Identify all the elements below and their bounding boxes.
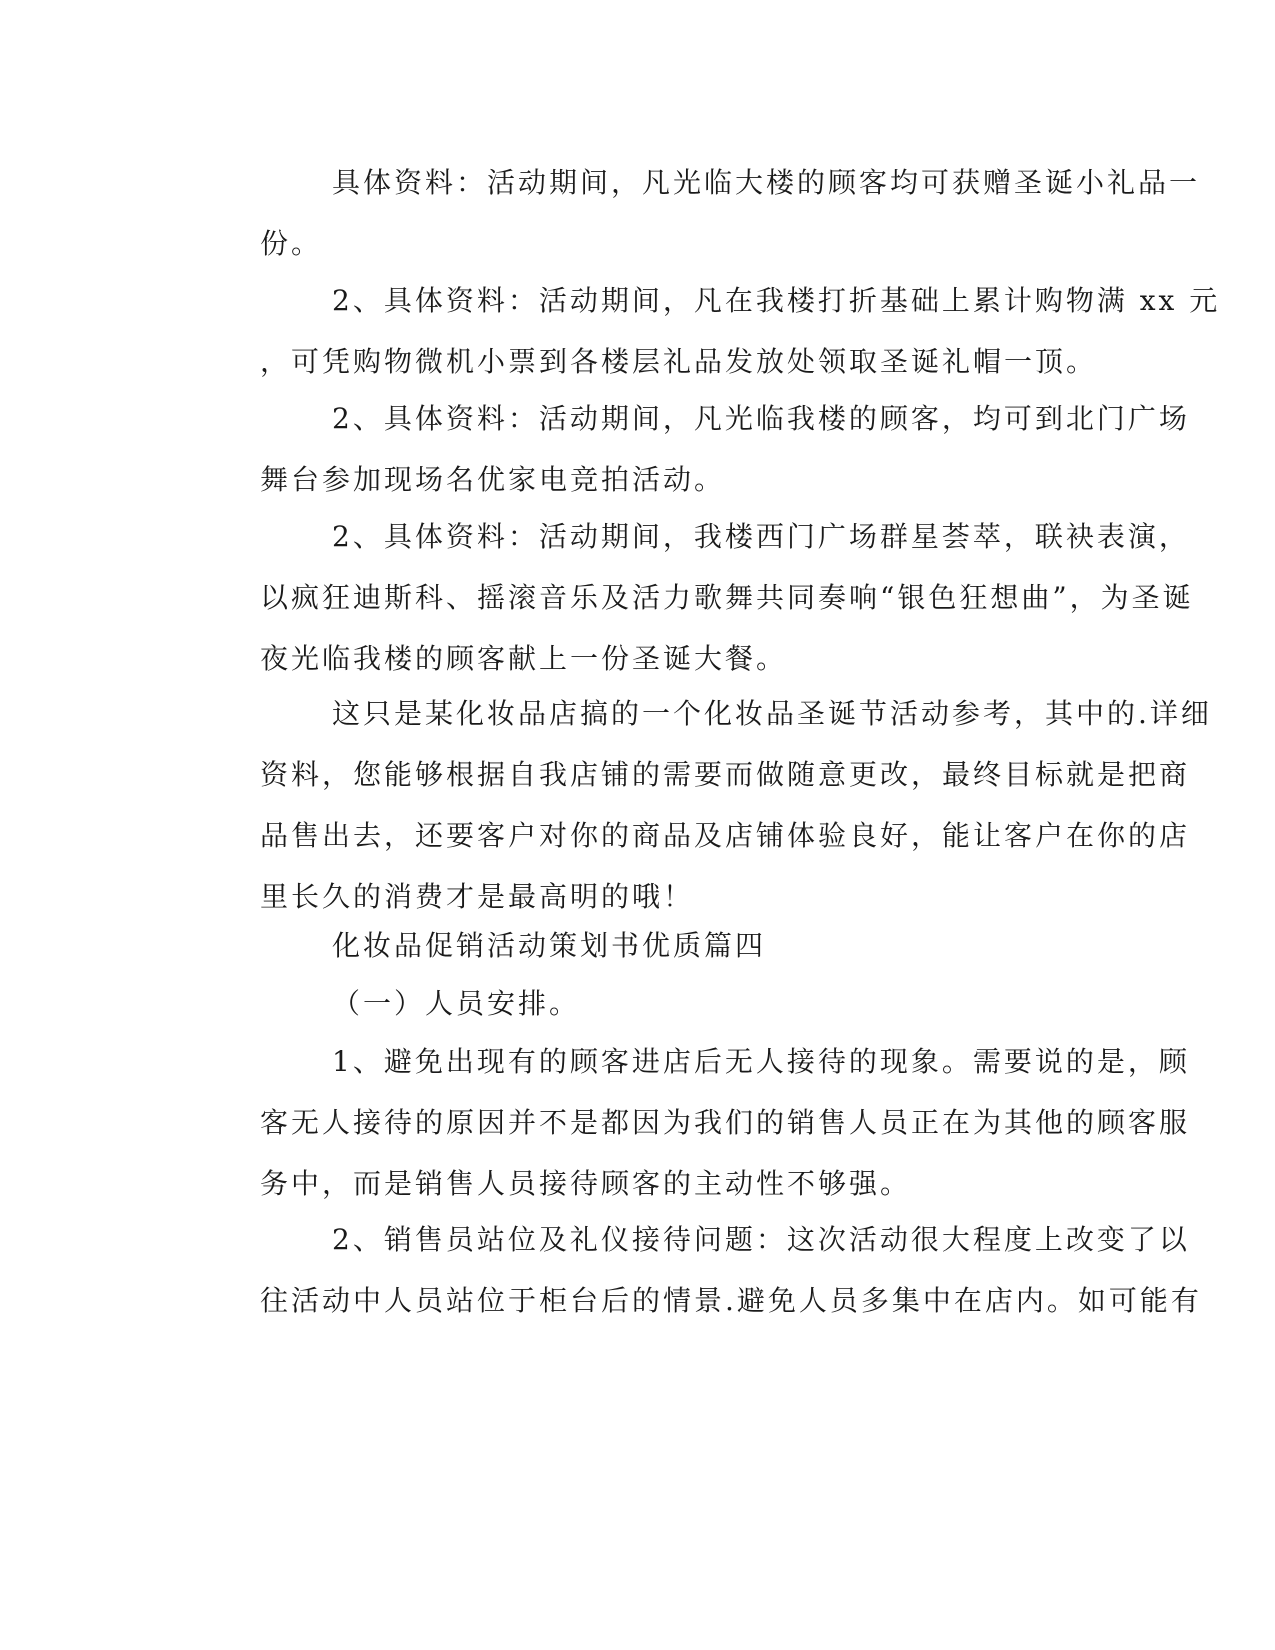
paragraph-summary xyxy=(188,683,1212,927)
text-line: 里长久的消费才是最高明的哦！ xyxy=(260,880,695,913)
text-line: 2、具体资料：活动期间，我楼西门广场群星荟萃，联袂表演， xyxy=(332,520,1190,553)
text-line: ，可凭购物微机小票到各楼层礼品发放处领取圣诞礼帽一顶。 xyxy=(260,345,1098,378)
paragraph-performance xyxy=(188,506,1194,689)
text-line: 具体资料：活动期间，凡光临大楼的顾客均可获赠圣诞小礼品一 xyxy=(332,166,1201,199)
text-line: 这只是某化妆品店搞的一个化妆品圣诞节活动参考，其中的.详细 xyxy=(332,697,1212,730)
section-title xyxy=(188,915,1068,976)
text-line: 份。 xyxy=(260,227,323,260)
subsection-title xyxy=(188,973,1068,1034)
text-line: 以疯狂迪斯科、摇滚音乐及活力歌舞共同奏响“银色狂想曲”，为圣诞 xyxy=(260,581,1194,614)
text-line: 资料，您能够根据自我店铺的需要而做随意更改，最终目标就是把商 xyxy=(260,758,1191,791)
paragraph-auction xyxy=(188,388,1190,510)
text-line: 2、具体资料：活动期间，凡光临我楼的顾客，均可到北门广场 xyxy=(332,402,1190,435)
text-line: 务中，而是销售人员接待顾客的主动性不够强。 xyxy=(260,1167,912,1200)
text-line: 1、避免出现有的顾客进店后无人接待的现象。需要说的是，顾 xyxy=(332,1045,1190,1078)
text-line: （一）人员安排。 xyxy=(332,987,581,1020)
paragraph-staffing-1 xyxy=(188,1031,1191,1214)
text-line: 化妆品促销活动策划书优质篇四 xyxy=(332,929,767,962)
text-line: 舞台参加现场名优家电竞拍活动。 xyxy=(260,463,726,496)
paragraph-staffing-2 xyxy=(188,1209,1202,1331)
text-line: 品售出去，还要客户对你的商品及店铺体验良好，能让客户在你的店 xyxy=(260,819,1191,852)
text-line: 夜光临我楼的顾客献上一份圣诞大餐。 xyxy=(260,642,788,675)
paragraph-gift xyxy=(188,152,1201,274)
paragraph-hat xyxy=(188,270,1221,392)
text-line: 2、具体资料：活动期间，凡在我楼打折基础上累计购物满 xx 元 xyxy=(332,284,1221,317)
text-line: 客无人接待的原因并不是都因为我们的销售人员正在为其他的顾客服 xyxy=(260,1106,1191,1139)
text-line: 2、销售员站位及礼仪接待问题：这次活动很大程度上改变了以 xyxy=(332,1223,1190,1256)
text-line: 往活动中人员站位于柜台后的情景.避免人员多集中在店内。如可能有 xyxy=(260,1284,1202,1317)
